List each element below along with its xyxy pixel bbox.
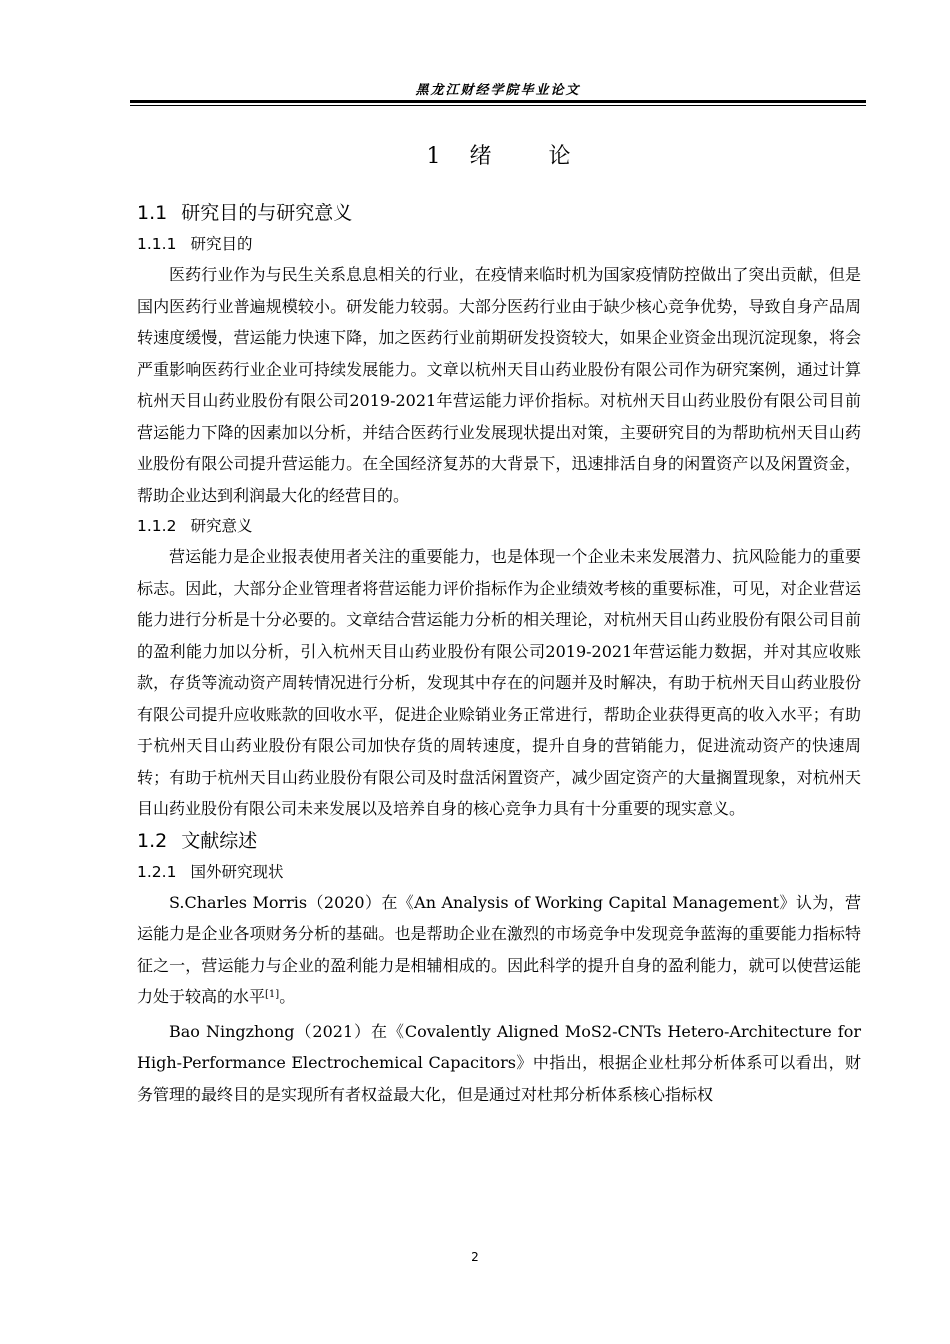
chapter-title-a: 绪	[469, 144, 493, 169]
subsection-title: 研究目的	[190, 235, 253, 253]
citation-ref[interactable]: [1]	[265, 989, 280, 1000]
paragraph-end: 。	[279, 987, 296, 1006]
section-title: 研究目的与研究意义	[181, 202, 353, 224]
page-number: 2	[471, 1250, 479, 1264]
chapter-number: 1	[426, 144, 442, 169]
header-title: 黑龙江财经学院毕业论文	[415, 83, 581, 98]
subsection-number: 1.1.1	[137, 235, 177, 253]
header-rule-thick	[130, 100, 866, 103]
paragraph-foreign-research-1	[137, 887, 861, 1013]
subsection-title: 研究意义	[190, 517, 253, 535]
section-title: 文献综述	[181, 829, 258, 852]
subsection-number: 1.2.1	[137, 862, 177, 881]
paragraph-foreign-research-2: Bao Ningzhong（2021）在《Covalently Aligned MoS2-CNTs Hetero-Architecture for High-Performance Electrochemical Capacitors》中指出，根据企业杜邦分析体系可以看出，财务管理的最终目的是实现所有者权益最大化，但是通过对杜邦分析体系核心指标权	[137, 1021, 861, 1104]
section-number: 1.1	[137, 202, 168, 224]
header-rule-thin	[130, 105, 866, 106]
paragraph-text: S.Charles Morris（2020）在《An Analysis of Working Capital Management》认为，营运能力是企业各项财务分析的基础。也是帮助企业在激烈的市场竞争中发现竞争蓝海的重要能力指标特征之一，营运能力与企业的盈利能力是相辅相成的。因此科学的提升自身的盈利能力，就可以使营运能力处于较高的水平	[137, 892, 861, 1006]
chapter-title-b: 论	[548, 144, 572, 169]
subsection-heading-1-2-1	[137, 857, 861, 887]
section-heading-1-2	[137, 825, 861, 857]
section-number: 1.2	[137, 829, 168, 852]
subsection-heading-1-1-2	[137, 511, 861, 541]
page-header	[130, 72, 866, 106]
paragraph-research-purpose: 医药行业作为与民生关系息息相关的行业，在疫情来临时机为国家疫情防控做出了突出贡献，但是国内医药行业普遍规模较小。研发能力较弱。大部分医药行业由于缺少核心竞争优势，导致自身产品周转速度缓慢，营运能力快速下降，加之医药行业前期研发投资较大，如果企业资金出现沉淀现象，将会严重影响医药行业企业可持续发展能力。文章以杭州天目山药业股份有限公司作为研究案例，通过计算杭州天目山药业股份有限公司2019-2021年营运能力评价指标。对杭州天目山药业股份有限公司目前营运能力下降的因素加以分析，并结合医药行业发展现状提出对策，主要研究目的为帮助杭州天目山药业股份有限公司提升营运能力。在全国经济复苏的大背景下，迅速排活自身的闲置资产以及闲置资金，帮助企业达到利润最大化的经营目的。	[137, 265, 861, 505]
paragraph-research-significance: 营运能力是企业报表使用者关注的重要能力，也是体现一个企业未来发展潜力、抗风险能力的重要标志。因此，大部分企业管理者将营运能力评价指标作为企业绩效考核的重要标准，可见，对企业营运能力进行分析是十分必要的。文章结合营运能力分析的相关理论，对杭州天目山药业股份有限公司目前的盈利能力加以分析，引入杭州天目山药业股份有限公司2019-2021年营运能力数据，并对其应收账款，存货等流动资产周转情况进行分析，发现其中存在的问题并及时解决，有助于杭州天目山药业股份有限公司提升应收账款的回收水平，促进企业赊销业务正常进行，帮助企业获得更高的收入水平；有助于杭州天目山药业股份有限公司加快存货的周转速度，提升自身的营销能力，促进流动资产的快速周转；有助于杭州天目山药业股份有限公司及时盘活闲置资产，减少固定资产的大量搁置现象，对杭州天目山药业股份有限公司未来发展以及培养自身的核心竞争力具有十分重要的现实意义。	[137, 547, 861, 818]
chapter-title	[137, 140, 861, 174]
section-heading-1-1	[137, 197, 861, 229]
page-content	[137, 140, 861, 1110]
subsection-heading-1-1-1	[137, 229, 861, 259]
subsection-number: 1.1.2	[137, 517, 177, 535]
subsection-title: 国外研究现状	[190, 862, 284, 881]
